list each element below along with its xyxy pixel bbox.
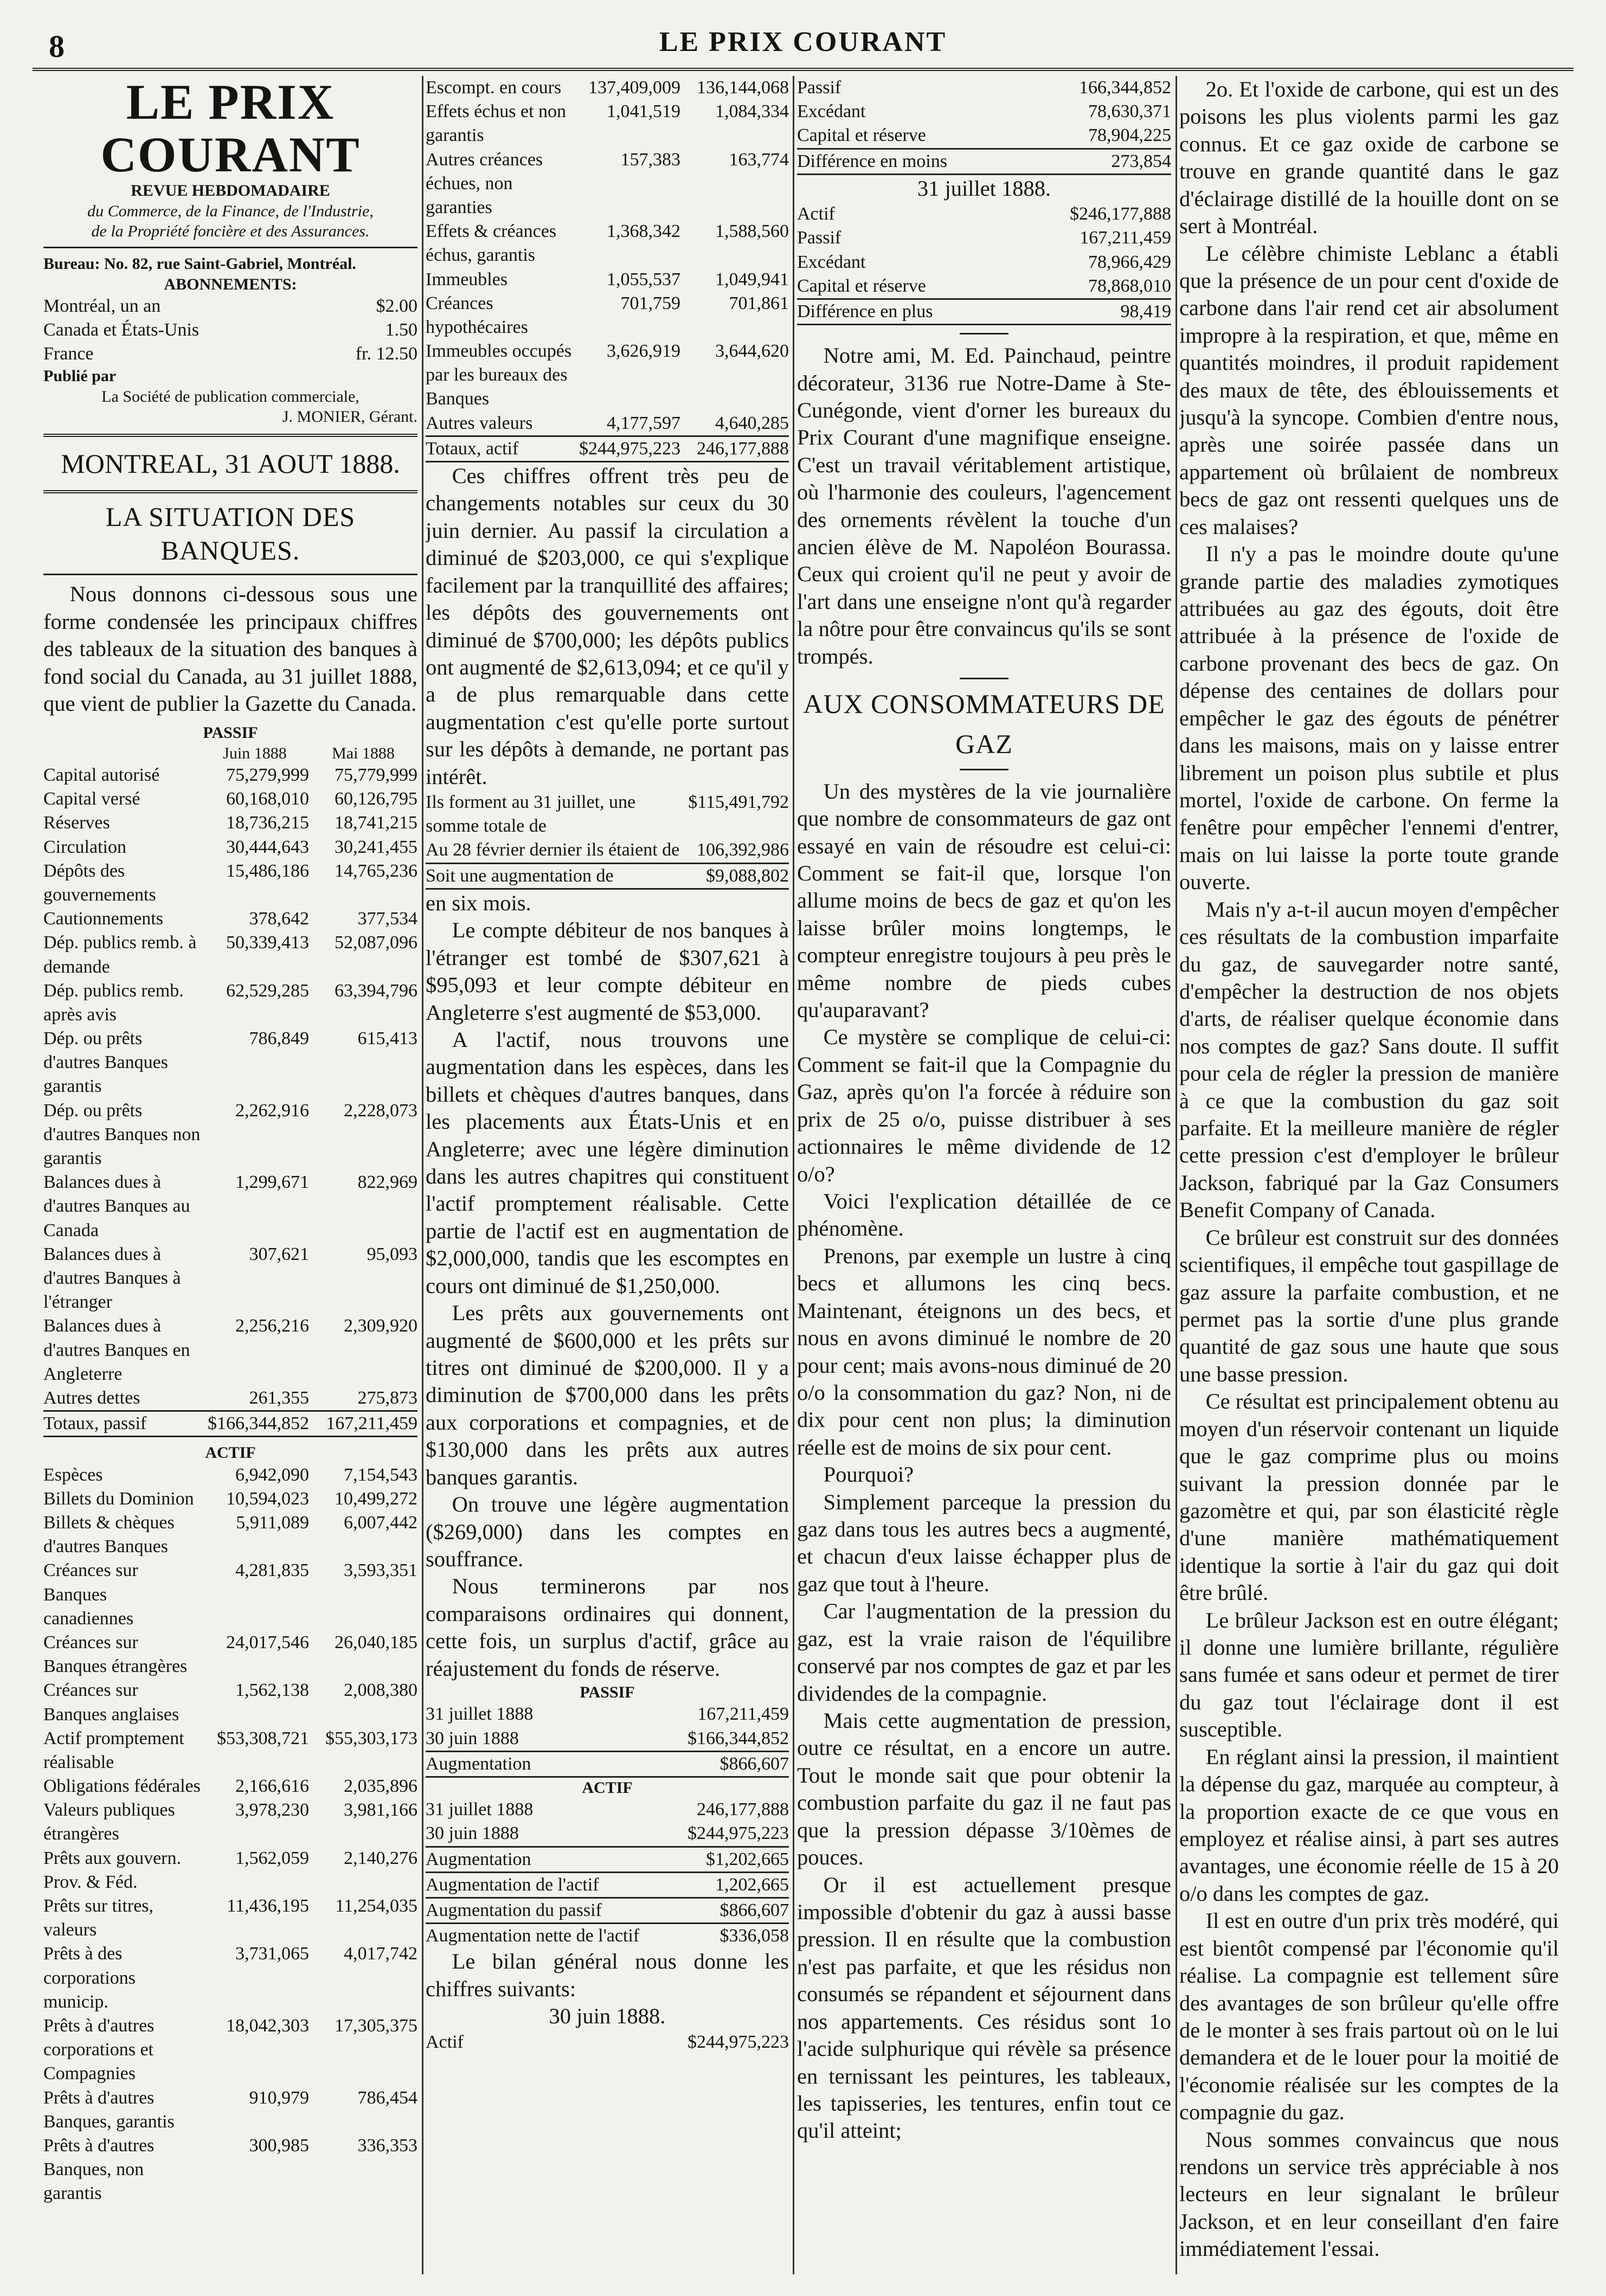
table-row: Dép. publics remb. à demande 50,339,413 52,087,096: [43, 932, 417, 977]
article-paragraph: Les prêts aux gouvernements ont augmenté de $600,000 et les prêts sur titres ont diminué de $200,000. Il y a diminution de $700,000 dans les prêts aux corporations et compagnies, et de $130,000 dans les prêts aux autres banques garantis.: [426, 1301, 789, 1489]
table-row: Effets échus et non garantis 1,041,519 1,084,334: [426, 101, 789, 146]
page-number: 8: [49, 29, 65, 64]
table-row: Créances hypothécaires 701,759 701,861: [426, 293, 789, 337]
table-row: Créances sur Banques anglaises 1,562,138 2,008,380: [43, 1680, 417, 1725]
table-row: Obligations fédérales 2,166,616 2,035,896: [43, 1776, 417, 1797]
gaz-paragraph: Prenons, par exemple un lustre à cinq becs et allumons les cinq becs. Maintenant, éteignons un des becs, et nous en avons diminué le nombre de 20 pour cent; mais avons-nous diminué de 20 o/o la consommation du gaz? Non, ni de dix pour cent non plus; la diminution réelle est de moins de six pour cent.: [797, 1243, 1171, 1459]
column-rule: [422, 76, 423, 2274]
gaz-paragraph: Simplement parceque la pression du gaz dans tous les autres becs a augmenté, et chacun d'eux laisse échapper plus de gaz que tout à l'heure.: [797, 1489, 1171, 1596]
painchaud-notice: Notre ami, M. Ed. Painchaud, peintre décorateur, 3136 rue Notre-Dame à Ste-Cunégonde, vient d'orner les bureaux du Prix Courant d'une magnifique enseigne. C'est un travail véritablement artistique, où l'harmonie des couleurs, l'agencement des ornements révèlent la touche d'un ancien élève de M. Napoléon Bourassa. Ceux qui croient qu'il ne peut y avoir de l'art dans une enseigne n'ont qu'à regarder la nôtre pour être convaincus qu'ils se sont trompés.: [797, 343, 1171, 668]
actif-total-row: Totaux, actif $244,975,223 246,177,888: [426, 435, 789, 462]
table-row: Prêts sur titres, valeurs 11,436,195 11,254,035: [43, 1896, 417, 1940]
actif-table: [43, 1463, 417, 2206]
passif-total-row: Totaux, passif $166,344,852 167,211,459: [43, 1410, 417, 1437]
running-header: [33, 16, 1573, 71]
table-row: Prêts aux gouvern. Prov. & Féd. 1,562,059 2,140,276: [43, 1848, 417, 1892]
table-row: Immeubles 1,055,537 1,049,941: [426, 269, 789, 290]
comparison-actif-heading: ACTIF: [582, 1778, 633, 1797]
subscriptions-heading: ABONNEMENTS:: [164, 275, 297, 293]
article-paragraph: Le compte débiteur de nos banques à l'étranger est tombé de $307,621 à $95,093 et leur compte débiteur en Angleterre s'est augmenté de $53,000.: [426, 918, 789, 1025]
table-row: Balances dues à d'autres Banques en Angleterre 2,256,216 2,309,920: [43, 1316, 417, 1384]
column-rule: [793, 76, 794, 2274]
gaz-article: [797, 778, 1171, 2145]
table-row: Prêts à des corporations municip. 3,731,065 4,017,742: [43, 1944, 417, 2012]
publisher: Publié par: [43, 367, 117, 385]
table-row: Réserves 18,736,215 18,741,215: [43, 813, 417, 833]
article-paragraph: A l'actif, nous trouvons une augmentation dans les espèces, dans les billets et chèques d'autres banques, dans les placements aux États-Unis et en Angleterre; avec une légère diminution dans les autres chapitres qui constituent l'actif promptement réalisable. Cette partie de l'actif est en augmentation de $2,000,000, tandis que les escomptes en cours ont diminué de $1,250,000.: [426, 1027, 789, 1298]
deposits-february: Au 28 février dernier ils étaient de 106,392,986: [426, 840, 789, 860]
table-row: Créances sur Banques étrangères 24,017,546 26,040,185: [43, 1632, 417, 1677]
gaz-paragraph: Un des mystères de la vie journalière que nombre de consommateurs de gaz ont essayé en vain de résoudre est celui-ci: Comment se fait-il que, lorsque l'on allume moins de becs de gaz et qu'on les laisse brûler moins longtemps, le compteur enregistre toujours à peu près le même nombre de pieds cubes qu'auparavant?: [797, 779, 1171, 1022]
passif-table: [43, 763, 417, 1410]
table-row: Capital autorisé 75,279,999 75,779,999: [43, 765, 417, 786]
column-4: [1179, 76, 1559, 2263]
table-row: Actif promptement réalisable $53,308,721 $55,303,173: [43, 1728, 417, 1772]
table-row: Dép. ou prêts d'autres Banques non garantis 2,262,916 2,228,073: [43, 1100, 417, 1169]
publisher-manager: J. MONIER, Gérant.: [282, 408, 417, 426]
table-row: Espèces 6,942,090 7,154,543: [43, 1464, 417, 1485]
column-rule: [1175, 76, 1177, 2274]
table-row: Prêts à d'autres corporations et Compagnies 18,042,303 17,305,375: [43, 2015, 417, 2084]
table-row: Autres dettes 261,355 275,873: [43, 1387, 417, 1408]
masthead-tagline: de la Propriété foncière et des Assurances.: [91, 222, 370, 240]
article-text: en six mois.: [426, 890, 531, 915]
gaz-paragraph: Ce résultat est principalement obtenu au moyen d'un réservoir contenant un liquide que le gaz comprime plus ou moins suivant la pression donnée par le gazomètre et qui, par son élasticité règle d'une manière mathématiquement identique la sortie à l'air du gaz qui doit être brûlé.: [1179, 1389, 1559, 1605]
table-header: Juin 1888 Mai 1888: [223, 744, 395, 762]
gaz-paragraph: Nous sommes convaincus que nous rendons un service très appréciable à nos lecteurs en leur signalant le brûleur Jackson, et en leur conseillant d'en faire immédiatement l'essai.: [1179, 2127, 1559, 2261]
gaz-paragraph: En réglant ainsi la pression, il maintient la dépense du gaz, marquée au compteur, à la proportion exacte de ce que vous en employez et réalise ainsi, à part ses autres avantages, une économie réelle de 15 à 20 o/o dans les comptes de gaz.: [1179, 1744, 1559, 1906]
bureau-address: Bureau: No. 82, rue Saint-Gabriel, Montréal.: [43, 255, 356, 273]
bilan-date: 30 juin 1888.: [549, 2004, 666, 2029]
table-row: Créances sur Banques canadiennes 4,281,835 3,593,351: [43, 1560, 417, 1629]
gaz-paragraph: Or il est actuellement presque impossible d'obtenir du gaz à aussi basse pression. Il en résulte que la combustion n'est pas parfaite, et que les résidus non consumés se répandent et séjournent dans nos appartements. Ces résidus sont 1o l'acide sulphurique qui révèle sa présence en ternissant les peintures, les tableaux, les tapisseries, les tentures, enfin tout ce qu'il atteint;: [797, 1872, 1171, 2143]
column-1: [43, 76, 417, 2205]
table-row: Effets & créances échus, garantis 1,368,342 1,588,560: [426, 221, 789, 266]
article-paragraph: Nous terminerons par nos comparaisons ordinaires qui donnent, cette fois, un surplus d'actif, grâce au réajustement du fonds de réserve.: [426, 1574, 789, 1681]
actif-heading: ACTIF: [205, 1444, 256, 1462]
table-row: Immeubles occupés par les bureaux des Banques 3,626,919 3,644,620: [426, 341, 789, 409]
deposits-increase: Soit une augmentation de $9,088,802: [426, 863, 789, 890]
table-row: Balances dues à d'autres Banques au Canada 1,299,671 822,969: [43, 1172, 417, 1240]
bilan-date: 31 juillet 1888.: [917, 176, 1051, 201]
gaz-paragraph: Le célèbre chimiste Leblanc a établi que la présence de un pour cent d'oxide de carbone dans l'air rend cet air absolument impropre à la respiration, et que, même en quantités moindres, il produit rapidement des maux de tête, des éblouissements et jusqu'à la syncope. Combien d'entre nous, après une soirée passée dans un appartement où brûlaient de nombreux becs de gaz ont ressenti quelques uns de ces malaises?: [1179, 241, 1559, 539]
table-row: Autres créances échues, non garanties 157,383 163,774: [426, 149, 789, 217]
table-row: Escompt. en cours 137,409,009 136,144,068: [426, 78, 789, 98]
article-title: LA SITUATION DES BANQUES.: [105, 501, 356, 565]
passif-heading: PASSIF: [203, 724, 258, 742]
table-row: Autres valeurs 4,177,597 4,640,285: [426, 413, 789, 433]
table-row: Capital versé 60,168,010 60,126,795: [43, 789, 417, 809]
dateline: MONTREAL, 31 AOUT 1888.: [61, 448, 400, 479]
article-paragraph: Le bilan général nous donne les chiffres suivants:: [426, 1949, 789, 2001]
actif-table-continued: [426, 76, 789, 435]
gaz-title: AUX CONSOMMATEURS DE: [803, 689, 1165, 719]
gaz-paragraph: 2o. Et l'oxide de carbone, qui est un des poisons les plus violents parmi les gaz connus. Et ce gaz oxide de carbone se trouve en grande quantité dans le gaz d'éclairage distillé de la houille dont on se sert à Montréal.: [1179, 77, 1559, 239]
gaz-paragraph: Car l'augmentation de la pression du gaz, est la vraie raison de l'équilibre conservé par nos comptes de gaz et par les dividendes de la compagnie.: [797, 1599, 1171, 1706]
gaz-paragraph: Mais cette augmentation de pression, outre ce résultat, en a encore un autre. Tout le monde sait que pour obtenir la combustion parfaite du gaz il ne faut pas que la pression dépasse 3/10èmes de pouces.: [797, 1708, 1171, 1870]
column-2: Escompt. en cours 137,409,009 136,144,068 Effets échus et non garantis 1,041,519 1,084,334 Autres créances échues, non garanties 157,383 163,774 Effets & créances échus, garantis 1,368,342 1,588,560 Immeubles 1,055,537 1,049,941 Créances hypothécaires 701,759 701,861 Immeubles occupés par les bureaux des Banques 3,626,919 3,644,620 Autres valeurs 4,177,597 4,640,285 Totaux, actif $244,975,223 246,177,888 Ces chiffres offrent très peu de changements notables sur ceux du 30 juin dernier. Au passif la circulation a diminué de $203,000, ce qui s'explique facilement par la tranquillité des affaires; les dépôts des gouvernements ont diminué de $700,000; les dépôts publics ont augmenté de $2,613,094; et ce qu'il y a de plus remarquable dans cette augmentation c'est qu'elle porte surtout sur les dépôts à demande, ne portant pas intérêt. Ils forment au 31 juillet, une somme totale de $115,491,792 Au 28 février dernier ils étaient de 106,392,986 Soit une augmentation de $9,088,802 en six mois. Le compte débiteur de nos banques à l'étranger est tombé de $307,621 à $95,093 et leur compte débiteur en Angleterre s'est augmenté de $53,000. A l'actif, nous trouvons une augmentation dans les espèces, dans les billets et chèques d'autres banques, dans les placements aux États-Unis et en Angleterre; avec une légère diminution dans les autres chapitres qui constituent l'actif promptement réalisable. Cette partie de l'actif est en augmentation de $2,000,000, tandis que les escomptes en cours ont diminué de $1,250,000. Les prêts aux gouvernements ont augmenté de $600,000 et les prêts sur titres ont diminué de $200,000. Il y a diminution de $700,000 dans les prêts aux corporations et compagnies, et de $130,000 dans les prêts aux autres banques garantis. On trouve une légère augmentation ($269,000) dans les comptes en souffrance. Nous terminerons par nos comparaisons ordinaires qui donnent, cette fois, un surplus d'actif, grâce au réajustement du fonds de réserve. PASSIF 31 juillet 1888 167,211,459 30 juin 1888 $166,344,852 Augmentation $866,607 ACTIF 31 juillet 1888 246,177,888 30 juin 1888 $244,975,223 Augmentation $1,202,665 Augmentation de l'actif 1,202,665 Augmentation du passif $866,607 Augmentation nette de l'actif $336,058 Le bilan général nous donne les chiffres suivants: 30 juin 1888. Actif $244,975,223: [426, 76, 789, 2054]
table-row: Dép. ou prêts d'autres Banques garantis 786,849 615,413: [43, 1028, 417, 1097]
gaz-paragraph: Mais n'y a-t-il aucun moyen d'empêcher ces résultats de la combustion imparfaite du gaz, de sauvegarder notre santé, d'empêcher la destruction de nos objets d'arts, de réaliser quelque économie dans nos comptes de gaz? Sans doute. Il suffit pour cela de régler la pression de manière à ce que la combustion du gaz soit parfaite. Et la meilleure manière de régler cette pression c'est d'employer le brûleur Jackson, fabriqué par la Gaz Consumers Benefit Company of Canada.: [1179, 897, 1559, 1223]
gaz-paragraph: Le brûleur Jackson est en outre élégant; il donne une lumière brillante, régulière sans fumée et sans odeur et permet de tirer du gaz tout l'éclairage dont il est susceptible.: [1179, 1607, 1559, 1742]
gaz-paragraph: Pourquoi?: [823, 1462, 914, 1487]
table-row: Dépôts des gouvernements 15,486,186 14,765,236: [43, 860, 417, 905]
table-row: Billets du Dominion 10,594,023 10,499,272: [43, 1488, 417, 1509]
column-3: Passif 166,344,852 Excédant 78,630,371 Capital et réserve 78,904,225 Différence en moins 273,854 31 juillet 1888. Actif $246,177,888 Passif 167,211,459 Excédant 78,966,429 Capital et réserve 78,868,010 Différence en plus 98,419 Notre ami, M. Ed. Painchaud, peintre décorateur, 3136 rue Notre-Dame à Ste-Cunégonde, vient d'orner les bureaux du Prix Courant d'une magnifique enseigne. C'est un travail véritablement artistique, où l'harmonie des couleurs, l'agencement des ornements révèlent la touche d'un ancien élève de M. Napoléon Bourassa. Ceux qui croient qu'il ne peut y avoir de l'art dans une enseigne n'ont qu'à regarder la nôtre pour être convaincus qu'ils se sont trompés. AUX CONSOMMATEURS DE GAZ Un des mystères de la vie journalière que nombre de consommateurs de gaz ont essayé en vain de résoudre est celui-ci: Comment se fait-il que, lorsque l'on allume moins de becs de gaz et qu'on les laisse brûler moins longtemps, le compteur enregistre toujours à peu près le même nombre de pieds cubes qu'auparavant? Ce mystère se complique de celui-ci: Comment se fait-il que la Compagnie du Gaz, après qu'on l'a forcée à réduire son prix de 25 o/o, puisse distribuer à ses actionnaires le même dividende de 12 o/o? Voici l'explication détaillée de ce phénomène. Prenons, par exemple un lustre à cinq becs et allumons les cinq becs. Maintenant, éteignons un des becs, et nous en avons diminué le nombre de 20 pour cent; mais avons-nous diminué de 20 o/o la consommation du gaz? Non, ni de dix pour cent non plus; la diminution réelle est de moins de six pour cent. Pourquoi? Simplement parceque la pression du gaz dans tous les autres becs a augmenté, et chacun d'eux laisse échapper plus de gaz que tout à l'heure. Car l'augmentation de la pression du gaz, est la vraie raison de l'équilibre conservé par nos comptes de gaz et par les dividendes de la compagnie. Mais cette augmentation de pression, outre ce résultat, en a encore un autre. Tout le monde sait que pour obtenir la combustion parfaite du gaz il ne faut pas que la pression dépasse 3/10èmes de pouces. Or il est actuellement presque impossible d'obtenir du gaz à aussi basse pression. Il en résulte que la combustion n'est pas parfaite, et que les résidus non consumés se répandent et séjournent dans nos appartements. Ces résidus sont 1o l'acide sulphurique qui révèle sa présence en ternissant les peintures, les tableaux, les tapisseries, les tentures, enfin tout ce qu'il atteint;: [797, 76, 1171, 2145]
running-title: LE PRIX COURANT: [659, 27, 947, 57]
gaz-paragraph: Ce mystère se complique de celui-ci: Comment se fait-il que la Compagnie du Gaz, après qu'on l'a forcée à réduire son prix de 25 o/o, puisse distribuer à ses actionnaires le même dividende de 12 o/o?: [797, 1025, 1171, 1186]
gaz-paragraph: Il n'y a pas le moindre doute qu'une grande partie des maladies zymotiques attribuées au gaz des égouts, doit être attribuée à la présence de l'oxide de carbone provenant des becs de gaz. On dépense des centaines de dollars pour empêcher le gaz des égouts de pénétrer dans les maisons, mais on y laisse entrer librement un poison plus subtile et plus mortel, l'oxide de carbone. On ferme la fenêtre pour empêcher l'ennemi d'entrer, mais on lui laisse la porte toute grande ouverte.: [1179, 542, 1559, 895]
table-row: Dép. publics remb. après avis 62,529,285 63,394,796: [43, 980, 417, 1025]
table-row: Cautionnements 378,642 377,534: [43, 909, 417, 929]
table-row: Billets & chèques d'autres Banques 5,911,089 6,007,442: [43, 1513, 417, 1557]
gaz-paragraph: Voici l'explication détaillée de ce phénomène.: [797, 1189, 1171, 1241]
gaz-title: GAZ: [955, 729, 1013, 760]
masthead-subtitle: REVUE HEBDOMADAIRE: [131, 182, 330, 200]
table-row: Circulation 30,444,643 30,241,455: [43, 837, 417, 857]
comparison-passif-heading: PASSIF: [580, 1683, 635, 1702]
table-row: Prêts à d'autres Banques, garantis 910,979 786,454: [43, 2087, 417, 2132]
deposits-total: Ils forment au 31 juillet, une somme totale de $115,491,792: [426, 792, 789, 837]
gaz-article-continued: [1179, 76, 1559, 2263]
masthead-tagline: du Commerce, de la Finance, de l'Industrie,: [87, 202, 374, 220]
subscriptions-list: Montréal, un an $2.00 Canada et États-Unis 1.50 France fr. 12.50: [43, 295, 417, 364]
table-row: Valeurs publiques étrangères 3,978,230 3,981,166: [43, 1800, 417, 1844]
table-row: Balances dues à d'autres Banques à l'étranger 307,621 95,093: [43, 1244, 417, 1313]
article-paragraph: Ces chiffres offrent très peu de changements notables sur ceux du 30 juin dernier. Au passif la circulation a diminué de $203,000, ce qui s'explique facilement par la tranquillité des affaires; les dépôts des gouvernements ont diminué de $700,000; les dépôts publics ont augmenté de $2,613,094; et ce qu'il y a de plus remarquable dans cette augmentation c'est qu'elle porte surtout sur les dépôts à demande, ne portant pas intérêt.: [426, 464, 789, 789]
gaz-paragraph: Ce brûleur est construit sur des données scientifiques, il empêche tout gaspillage de gaz assure la parfaite combustion, et ne permet pas la sortie d'une plus grande quantité de gaz sous une haute que sous une basse pression.: [1179, 1225, 1559, 1386]
publisher: La Société de publication commerciale,: [101, 387, 359, 406]
article-paragraph: On trouve une légère augmentation ($269,000) dans les comptes en souffrance.: [426, 1492, 789, 1571]
masthead-title: LE PRIX COURANT: [100, 76, 361, 182]
article-intro: Nous donnons ci-dessous sous une forme condensée les principaux chiffres des tableaux de la situation des banques à fond social du Canada, au 31 juillet 1888, que vient de publier la Gazette du Canada.: [43, 582, 417, 716]
gaz-paragraph: Il est en outre d'un prix très modéré, qui est bientôt compensé par l'économie qu'il réalise. La compagnie est tellement sûre des avantages de son brûleur qu'elle offre de le monter à ses frais partout où on le lui demandera et de le louer pour la moitié de l'économie réalisée sur les comptes de la compagnie du gaz.: [1179, 1908, 1559, 2125]
table-row: Prêts à d'autres Banques, non garantis 300,985 336,353: [43, 2135, 417, 2204]
